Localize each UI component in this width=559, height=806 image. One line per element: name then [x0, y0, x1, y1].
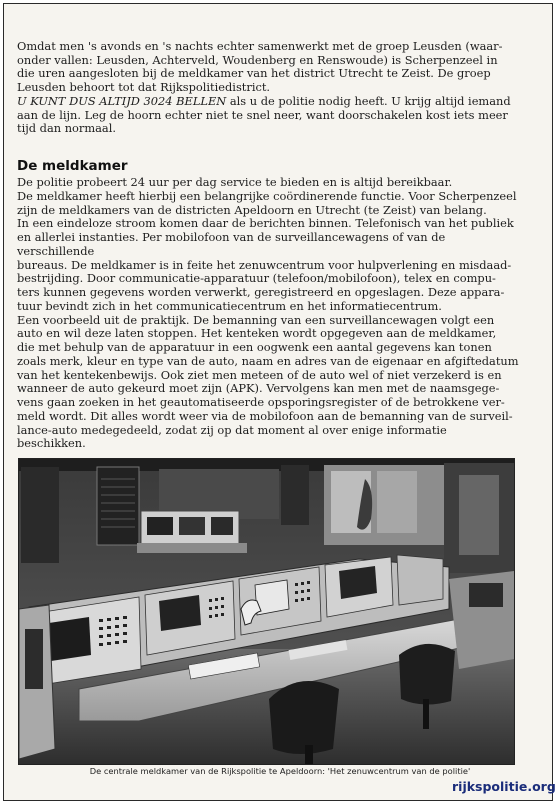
- section-body: [17, 176, 519, 451]
- intro-line-rest: als u de politie nodig heeft. U krijg altijd iemand: [226, 93, 511, 108]
- section-heading: De meldkamer: [17, 158, 128, 174]
- intro-line: onder vallen: Leusden, Achterveld, Woudenberg en Renswoude) is Scherpenzeel in: [17, 52, 498, 67]
- body-line: meld wordt. Dit alles wordt weer via de mobilofoon aan de bemanning van de surveil-: [17, 408, 513, 423]
- intro-line: aan de lijn. Leg de hoorn echter niet te snel neer, want doorschakelen kost iets meer: [17, 107, 508, 122]
- document-page: [3, 3, 553, 801]
- control-room-photo: [18, 458, 515, 765]
- body-line: auto en wil deze laten stoppen. Het kenteken wordt opgegeven aan de meldkamer,: [17, 326, 497, 341]
- watermark: rijkspolitie.org: [452, 779, 556, 794]
- body-line: tuur bevindt zich in het communicatiecentrum en het informatiecentrum.: [17, 298, 442, 313]
- body-line: zijn de meldkamers van de districten Apeldoorn en Utrecht (te Zeist) van belang.: [17, 202, 487, 217]
- intro-line: die uren aangesloten bij de meldkamer van het district Utrecht te Zeist. De groep: [17, 66, 491, 81]
- phone-emphasis: U KUNT DUS ALTIJD 3024 BELLEN: [17, 93, 227, 108]
- body-line: lance-auto medegedeeld, zodat zij op dat moment al over enige informatie beschikken.: [17, 422, 447, 451]
- body-line: In een eindeloze stroom komen daar de berichten binnen. Telefonisch van het publiek: [17, 216, 514, 231]
- body-line: Een voorbeeld uit de praktijk. De bemanning van een surveillancewagen volgt een: [17, 312, 495, 327]
- body-line: wanneer de auto gekeurd moet zijn (APK). Vervolgens kan men met de naamsgege-: [17, 381, 500, 396]
- intro-line: [17, 95, 517, 109]
- intro-line: tijd dan normaal.: [17, 121, 116, 136]
- body-line: vens gaan zoeken in het geautomatiseerde opsporingsregister of de betrokkene ver-: [17, 395, 505, 409]
- body-line: bureaus. De meldkamer is in feite het zenuwcentrum voor hulpverlening en misdaad-: [17, 257, 512, 272]
- intro-line: Leusden behoort tot dat Rijkspolitiedistrict.: [17, 80, 271, 95]
- body-line: De politie probeert 24 uur per dag service te bieden en is altijd bereikbaar.: [17, 175, 453, 189]
- body-line: van het kentekenbewijs. Ook ziet men meteen of de auto wel of niet verzekerd is en: [17, 367, 502, 382]
- body-line: De meldkamer heeft hierbij een belangrijke coördinerende functie. Voor Scherpenzeel: [17, 188, 517, 203]
- photo-caption: De centrale meldkamer van de Rijkspolitie te Apeldoorn: 'Het zenuwcentrum van de politie': [89, 766, 471, 776]
- body-line: ters kunnen gegevens worden verwerkt, geregistreerd en opgeslagen. Deze appara-: [17, 285, 505, 299]
- body-line: en allerlei instanties. Per mobilofoon van de surveillancewagens of van de verschillende: [17, 230, 446, 258]
- body-line: die met behulp van de apparatuur in een oogwenk een aantal gegevens kan tonen: [17, 340, 492, 354]
- body-line: zoals merk, kleur en type van de auto, naam en adres van de eigenaar en afgiftedatum: [17, 353, 519, 368]
- intro-line: Omdat men 's avonds en 's nachts echter samenwerkt met de groep Leusden (waar-: [17, 39, 503, 53]
- body-line: bestrijding. Door communicatie-apparatuur (telefoon/mobilofoon), telex en compu-: [17, 271, 496, 286]
- intro-paragraph: [17, 40, 517, 136]
